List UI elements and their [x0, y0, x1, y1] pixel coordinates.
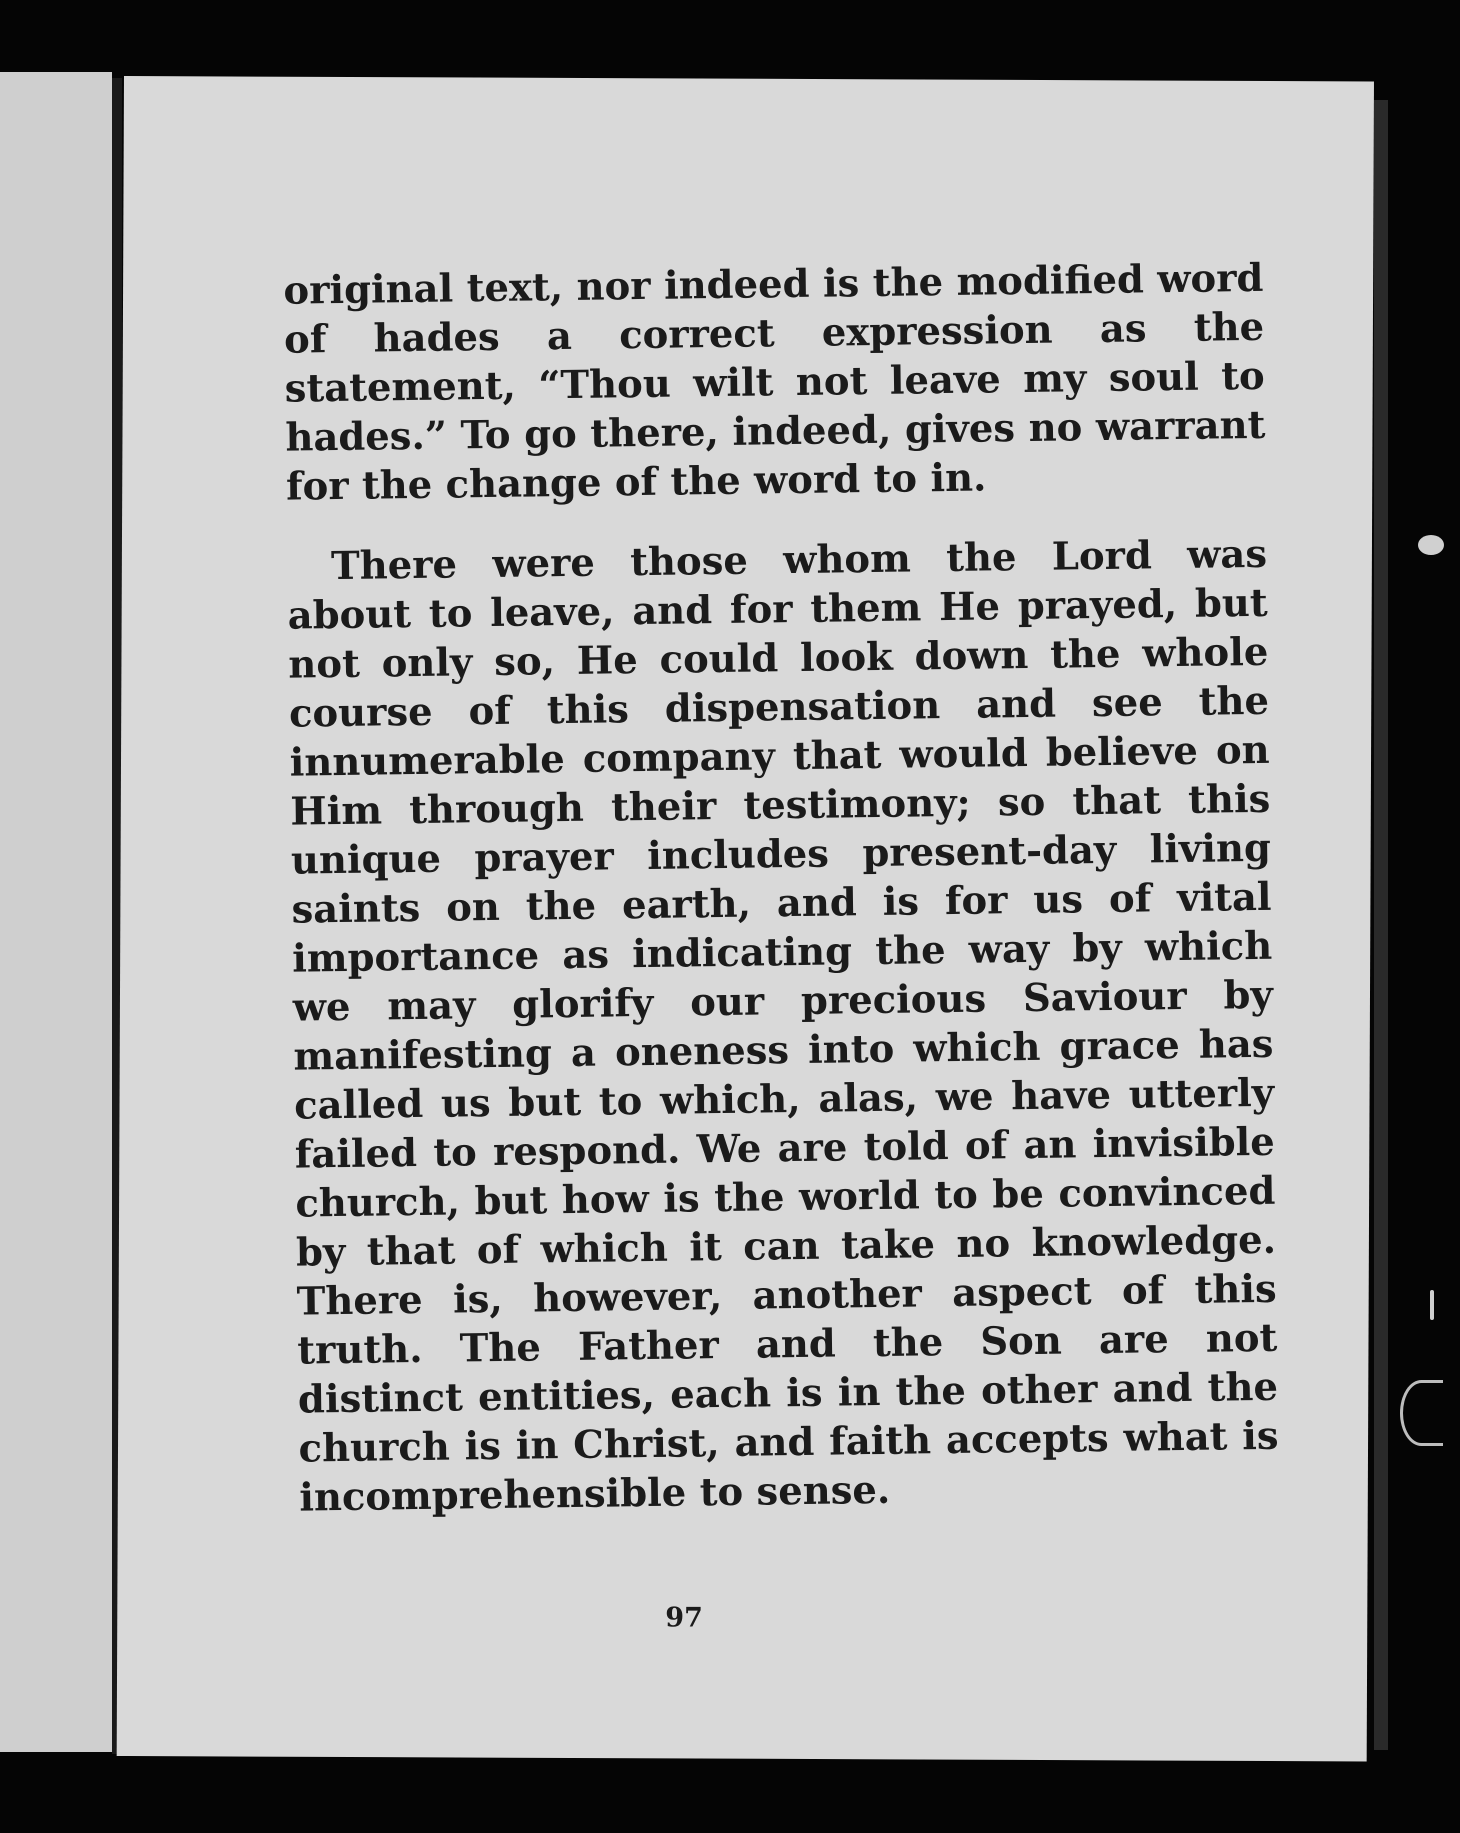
scan-speck — [1400, 1380, 1443, 1446]
scan-speck — [1430, 1290, 1434, 1320]
book-page — [117, 76, 1374, 1761]
paragraph-1: original text, nor indeed is the modified word of hades a correct expression as the statement, “Thou wilt not leave my soul to hades.” To go there, indeed, gives no warrant for the change of the word to in. — [283, 255, 1266, 510]
page-shadow-edge — [1374, 100, 1388, 1750]
page-number: 97 — [665, 1602, 703, 1634]
paragraph-2: There were those whom the Lord was about to leave, and for them He prayed, but not only so, He could look down the whole course of this dispensation and see the innumerable company that would believe on Him through their testimony; so that this unique prayer includes present-day living saints on the earth, and is for us of vital importance as indicating the way by which we may glorify our precious Saviour by manifesting a oneness into which grace has called us but to which, alas, we have utterly failed to respond. We are told of an invisible church, but how is the world to be convinced by that of which it can take no knowledge. There is, however, another aspect of this truth. The Father and the Son are not distinct entities, each is in the other and the church is in Christ, and faith accepts what is incomprehensible to sense. — [287, 531, 1279, 1521]
scan-speck — [1418, 535, 1444, 555]
facing-page-edge — [0, 72, 112, 1752]
body-text — [283, 254, 1279, 1523]
